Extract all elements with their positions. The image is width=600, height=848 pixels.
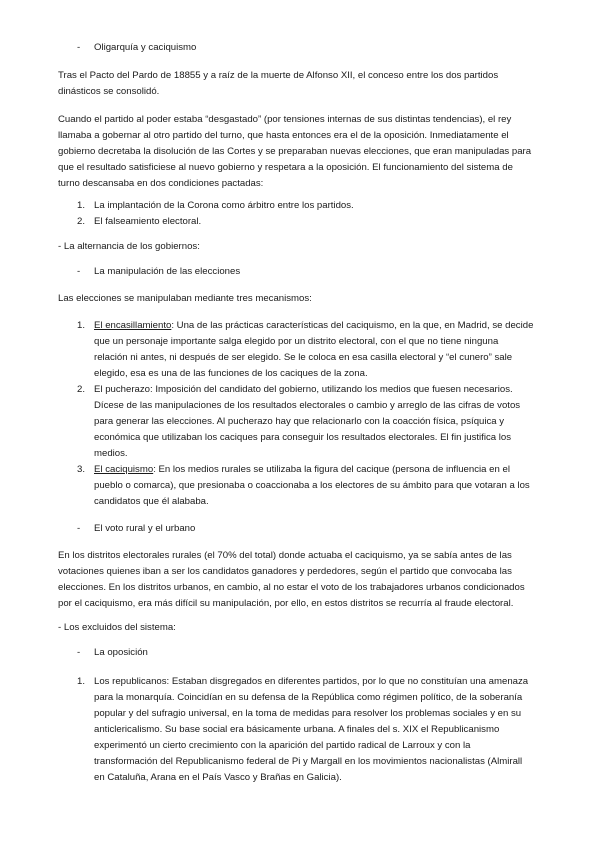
list-item-line: Dícese de las manipulaciones de los resultados electorales o cambio y arreglo de las cifras de votos [94, 400, 521, 411]
list-item-line: candidatos que él alababa. [94, 496, 209, 507]
heading-oligarquia: Oligarquía y caciquismo [94, 42, 197, 53]
paragraph-line: gobierno decretaba la disolución de las Cortes y se preparaban nuevas elecciones, que eran manipuladas para [58, 146, 532, 157]
paragraph-line: votaciones quienes iban a ser los candidatos ganadores y perdedores, según el partido que convocaba las [58, 566, 512, 577]
list-item-line: para generar las elecciones. Al pucherazo hay que relacionarlo con la coacción física, psíquica y [94, 416, 505, 427]
paragraph-line: dinásticos se consolidó. [58, 86, 160, 97]
bullet-dash: - [77, 647, 81, 658]
list-item-line [94, 464, 510, 475]
list-item-line: relación ni antes, ni después de ser elegido. Se le coloca en esa casilla electoral y “el cunero” sale [94, 352, 513, 363]
paragraph-line: Las elecciones se manipulaban mediante tres mecanismos: [58, 293, 312, 304]
list-number: 2. [77, 384, 86, 395]
section-heading-excluidos: - Los excluidos del sistema: [58, 622, 176, 633]
list-item-line: para la monarquía. Coincidían en su defensa de la República como régimen político, de la soberanía [94, 692, 523, 703]
bullet-dash: - [77, 266, 81, 277]
paragraph-line: que el resultado satisficiese al nuevo gobierno y respetara a la oposición. El funcionamiento del sistema de [58, 162, 513, 173]
list-item-line: elegido, esa es una de las funciones de los caciques de la zona. [94, 368, 368, 379]
subheading-voto: El voto rural y el urbano [94, 523, 196, 534]
paragraph-line: llamaba a gobernar al otro partido del turno, que hasta entonces era el de la oposición. Inmediatamente el [58, 130, 509, 141]
list-item-line: anticlericalismo. Su base social era básicamente urbana. A finales del s. XIX el Republicanismo [94, 724, 500, 735]
bullet-dash: - [77, 523, 81, 534]
list-item: La implantación de la Corona como árbitro entre los partidos. [94, 200, 354, 211]
list-number: 1. [77, 320, 86, 331]
term-encasillamiento: El encasillamiento [94, 320, 172, 331]
list-item-line: popular y del sufragio universal, en la toma de medidas para resolver los problemas sociales y en su [94, 708, 522, 719]
list-item-line: Los republicanos: Estaban disgregados en diferentes partidos, por lo que no constituían una amenaza [94, 676, 529, 687]
paragraph-line: turno descansaba en dos condiciones pactadas: [58, 178, 264, 189]
list-number: 2. [77, 216, 86, 227]
list-item-line: medios. [94, 448, 128, 459]
list-item: El falseamiento electoral. [94, 216, 202, 227]
section-heading-alternancia: - La alternancia de los gobiernos: [58, 241, 200, 252]
paragraph-line: Tras el Pacto del Pardo de 18855 y a raíz de la muerte de Alfonso XII, el conceso entre los dos partidos [58, 70, 499, 81]
term-caciquismo: El caciquismo [94, 464, 154, 475]
list-number: 1. [77, 200, 86, 211]
list-item-text: : En los medios rurales se utilizaba la figura del cacique (persona de influencia en el [153, 464, 510, 475]
list-item-line: El pucherazo: Imposición del candidato del gobierno, utilizando los medios que fuesen necesarios. [94, 384, 513, 395]
list-number: 3. [77, 464, 86, 475]
paragraph-line: En los distritos electorales rurales (el 70% del total) donde actuaba el caciquismo, ya se sabía antes de las [58, 550, 512, 561]
paragraph-line: Cuando el partido al poder estaba “desgastado” (por tensiones internas de sus distintas tendencias), el rey [58, 114, 512, 125]
list-item-line: en Cataluña, Arana en el País Vasco y Brañas en Galicia). [94, 772, 342, 783]
subheading-manipulacion: La manipulación de las elecciones [94, 266, 241, 277]
list-number: 1. [77, 676, 86, 687]
list-item-line: que un personaje importante salga elegido por un distrito electoral, con el que no tiene ninguna [94, 336, 499, 347]
subheading-oposicion: La oposición [94, 647, 148, 658]
paragraph-line: por el caciquismo, era más difícil su manipulación, por ello, en estos distritos se recurría al fraude electoral. [58, 598, 514, 609]
list-item-line [94, 320, 533, 331]
list-item-text: : Una de las prácticas características del caciquismo, en la que, en Madrid, se decide [171, 320, 534, 331]
list-item-line: experimentó un cierto crecimiento con la aparición del partido radical de Larroux y con la [94, 740, 471, 751]
list-item-line: económica que utilizaban los caciques para conseguir los resultados electorales. El fin justifica los [94, 432, 512, 443]
bullet-dash: - [77, 42, 81, 53]
paragraph-line: elecciones. En los distritos urbanos, en cambio, al no estar el voto de los trabajadores urbanos condicionados [58, 582, 525, 593]
list-item-line: pueblo o comarca), que presionaba o coaccionaba a los electores de su ámbito para que votaran a los [94, 480, 530, 491]
list-item-line: transformación del Republicanismo federal de Pi y Margall en los movimientos nacionalistas (Almirall [94, 756, 523, 767]
